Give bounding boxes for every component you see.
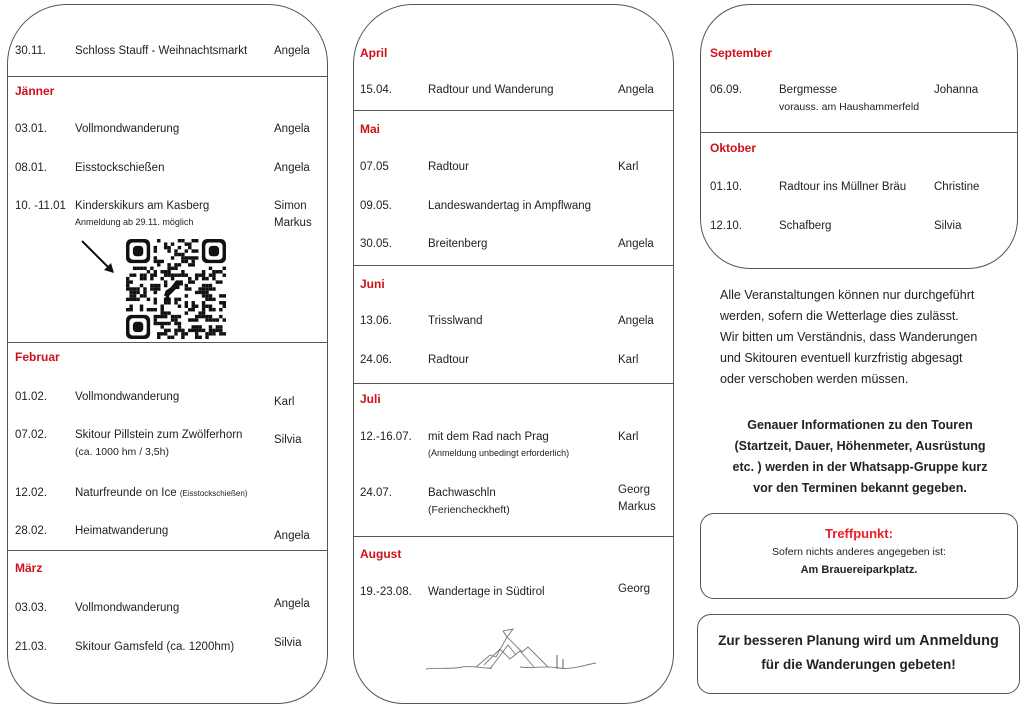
event-person: Karl (618, 161, 639, 173)
event-person: Angela (618, 84, 654, 96)
person-name: Markus (618, 501, 656, 513)
meeting-point-note: Sofern nichts anderes angegeben ist: (772, 546, 946, 558)
event-title-text: Bachwaschln (428, 487, 496, 499)
notice-line: und Skitouren eventuell kurzfristig abgesagt (720, 351, 963, 365)
month-divider (354, 265, 673, 266)
schedule-panel-winter (7, 4, 328, 704)
notice-line: werden, sofern die Wetterlage dies zulässt. (720, 309, 959, 323)
month-divider (8, 342, 327, 343)
event-note: Anmeldung ab 29.11. möglich (75, 217, 194, 227)
event-date: 09.05. (360, 200, 392, 212)
event-date: 24.07. (360, 487, 392, 499)
event-date: 03.01. (15, 123, 47, 135)
month-heading-jaenner: Jänner (15, 84, 55, 98)
event-title-text: Bergmesse (779, 84, 838, 96)
event-date: 01.02. (15, 391, 47, 403)
event-title: Vollmondwanderung (75, 391, 180, 403)
event-date: 28.02. (15, 525, 47, 537)
person-name: Georg (618, 484, 650, 496)
event-person: Johanna (934, 84, 979, 96)
event-person: Angela (274, 530, 310, 542)
event-title (779, 84, 919, 113)
event-person: Angela (274, 123, 310, 135)
event-title: Schafberg (779, 220, 832, 232)
person-name: Simon (274, 200, 307, 212)
event-person: Silvia (274, 637, 302, 649)
event-title: Radtour ins Müllner Bräu (779, 181, 907, 193)
meeting-point-title: Treffpunkt: (825, 526, 893, 541)
schedule-panel-autumn (700, 4, 1018, 269)
event-title: Breitenberg (428, 238, 488, 250)
month-heading-februar: Februar (15, 350, 60, 364)
event-date: 07.02. (15, 429, 47, 441)
event-title-text: Naturfreunde on Ice (75, 487, 177, 499)
registration-box (697, 614, 1020, 694)
event-person: Karl (618, 431, 639, 443)
event-person: Karl (618, 354, 639, 366)
event-person: Angela (274, 45, 310, 57)
event-person: Angela (618, 315, 654, 327)
meeting-point-box (700, 513, 1018, 599)
month-heading-mai: Mai (360, 122, 381, 136)
arrow-icon (78, 237, 120, 277)
event-date: 30.11. (15, 45, 47, 57)
registration-text (698, 629, 1019, 677)
registration-keyword: Anmeldung (919, 633, 999, 649)
event-date: 24.06. (360, 354, 392, 366)
month-heading-april: April (360, 46, 388, 60)
event-person: Angela (618, 238, 654, 250)
month-divider (8, 550, 327, 551)
notice-line: oder verschoben werden müssen. (720, 372, 909, 386)
event-title: Vollmondwanderung (75, 123, 180, 135)
event-title: Radtour und Wanderung (428, 84, 554, 96)
event-person (274, 200, 312, 229)
event-person: Karl (274, 396, 295, 408)
event-date: 30.05. (360, 238, 392, 250)
event-date: 07.05 (360, 161, 389, 173)
person-name: Markus (274, 217, 312, 229)
event-title: Trisslwand (428, 315, 483, 327)
notice-line: Wir bitten um Verständnis, dass Wanderungen (720, 330, 978, 344)
event-person (618, 484, 656, 513)
event-title: Schloss Stauff - Weihnachtsmarkt (75, 45, 248, 57)
info-line: etc. ) werden in der Whatsapp-Gruppe kurz (732, 460, 988, 474)
event-person: Angela (274, 598, 310, 610)
mountain-illustration-icon (424, 627, 599, 677)
event-date: 12.10. (710, 220, 742, 232)
event-date: 15.04. (360, 84, 392, 96)
month-heading-maerz: März (15, 561, 43, 575)
month-divider (701, 132, 1017, 133)
event-date: 13.06. (360, 315, 392, 327)
event-title: Skitour Gamsfeld (ca. 1200hm) (75, 641, 235, 653)
event-title (428, 431, 569, 458)
event-date: 21.03. (15, 641, 47, 653)
event-title: Vollmondwanderung (75, 602, 180, 614)
schedule-panel-summer (353, 4, 674, 704)
month-heading-juni: Juni (360, 277, 385, 291)
tour-info-notice (705, 415, 1015, 499)
event-date: 10. -11.01 (15, 200, 66, 212)
registration-text-pre: Zur besseren Planung wird um (718, 633, 920, 648)
event-date: 01.10. (710, 181, 742, 193)
event-title: Landeswandertag in Ampflwang (428, 200, 592, 212)
event-title-text: mit dem Rad nach Prag (428, 431, 549, 443)
event-title (75, 429, 242, 458)
event-date: 12.02. (15, 487, 47, 499)
month-divider (354, 383, 673, 384)
event-person: Georg (618, 583, 650, 595)
month-heading-august: August (360, 547, 402, 561)
event-person: Christine (934, 181, 980, 193)
event-title: Wandertage in Südtirol (428, 586, 545, 598)
event-person: Angela (274, 162, 310, 174)
event-title: Eisstockschießen (75, 162, 165, 174)
event-note: (Feriencheckheft) (428, 504, 510, 516)
event-title: Heimatwanderung (75, 525, 169, 537)
event-note: (Eisstockschießen) (179, 489, 248, 498)
event-person: Silvia (934, 220, 962, 232)
month-divider (354, 110, 673, 111)
month-divider (354, 536, 673, 537)
month-heading-september: September (710, 46, 773, 60)
month-heading-oktober: Oktober (710, 141, 757, 155)
event-title (75, 200, 209, 227)
notice-line: Alle Veranstaltungen können nur durchgeführt (720, 288, 975, 302)
event-title-text: Kinderskikurs am Kasberg (75, 200, 210, 212)
event-note: (Anmeldung unbedingt erforderlich) (428, 448, 570, 458)
event-title: Radtour (428, 354, 469, 366)
meeting-point-location: Am Brauereiparkplatz. (800, 564, 918, 576)
event-title: Radtour (428, 161, 469, 173)
info-line: vor den Terminen bekannt gegeben. (753, 481, 967, 495)
qr-code-icon[interactable] (126, 239, 226, 339)
weather-notice (720, 285, 1020, 390)
event-date: 12.-16.07. (360, 431, 412, 443)
month-heading-juli: Juli (360, 392, 381, 406)
event-date: 19.-23.08. (360, 586, 412, 598)
info-line: (Startzeit, Dauer, Höhenmeter, Ausrüstung (734, 439, 986, 453)
event-date: 03.03. (15, 602, 47, 614)
registration-text-line2: für die Wanderungen gebeten! (761, 657, 956, 672)
event-title-text: Skitour Pillstein zum Zwölferhorn (75, 429, 243, 441)
info-line: Genauer Informationen zu den Touren (747, 418, 973, 432)
event-date: 08.01. (15, 162, 47, 174)
event-title (428, 487, 510, 516)
event-note: vorauss. am Haushammerfeld (779, 101, 920, 113)
event-person: Silvia (274, 434, 302, 446)
event-date: 06.09. (710, 84, 742, 96)
event-note: (ca. 1000 hm / 3,5h) (75, 446, 169, 458)
month-divider (8, 76, 327, 77)
event-title (75, 487, 247, 499)
